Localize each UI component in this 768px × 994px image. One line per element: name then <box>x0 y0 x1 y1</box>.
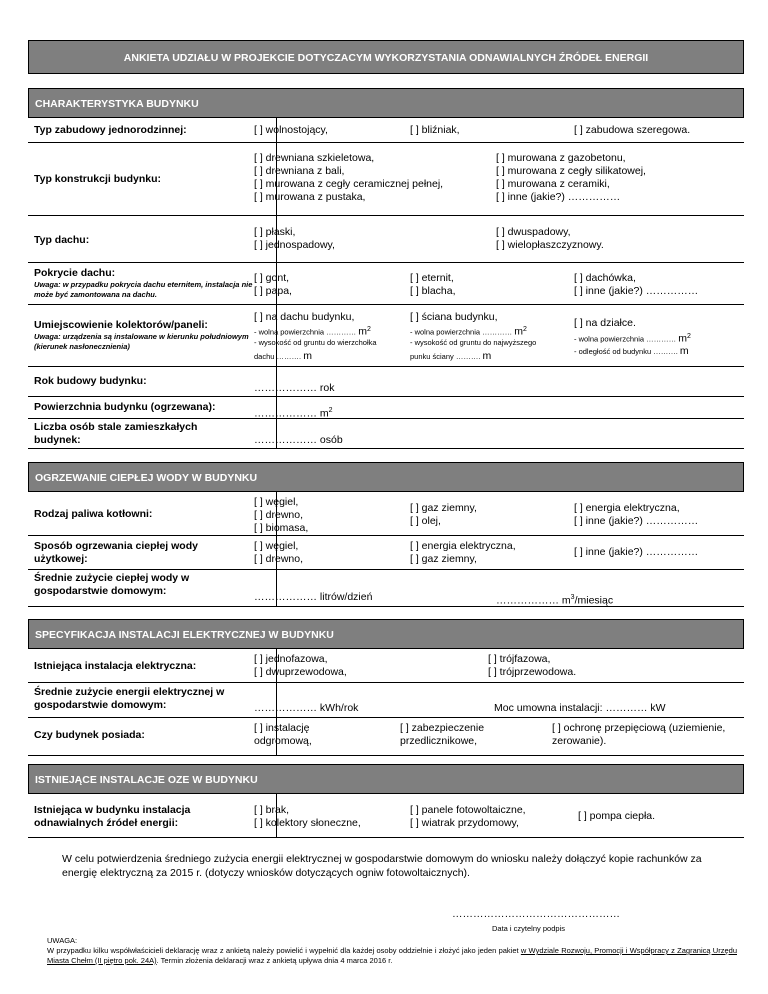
option-none[interactable]: [ ] brak, <box>254 804 290 816</box>
row-residents <box>28 419 744 449</box>
option-ceramics[interactable]: [ ] murowana z ceramiki, <box>496 178 610 190</box>
row-label: Istniejąca w budynku instalacja odnawialnych źródeł energii: <box>34 804 191 829</box>
option-ceramic-brick[interactable]: [ ] murowana z cegły ceramicznej pełnej, <box>254 178 444 190</box>
row-label: Średnie zużycie ciepłej wody w gospodarstwie domowym: <box>34 572 190 597</box>
option-electricity[interactable]: [ ] energia elektryczna, <box>410 540 516 552</box>
row-construction-type <box>28 143 744 216</box>
row-label: Rodzaj paliwa kotłowni: <box>34 508 153 520</box>
option-on-roof[interactable]: [ ] na dachu budynku, <box>254 311 355 323</box>
unit: /miesiąc <box>574 594 614 607</box>
row-building-has <box>28 718 744 756</box>
row-label: Liczba osób stale zamieszkałych budynek: <box>34 421 198 446</box>
residents-field[interactable]: ……………… osób <box>254 434 343 446</box>
option-wind-turbine[interactable]: [ ] wiatrak przydomowy, <box>410 817 519 829</box>
row-label: Istniejąca instalacja elektryczna: <box>34 660 197 672</box>
row-build-year <box>28 367 744 397</box>
text: punku ściany ………. <box>410 352 483 361</box>
row-label: Średnie zużycie energii elektrycznej w gospodarstwie domowym: <box>34 686 225 711</box>
option-pv-panels[interactable]: [ ] panele fotowoltaiczne, <box>410 804 526 816</box>
label-text: Pokrycie dachu: <box>34 267 116 279</box>
row-roof-type <box>28 216 744 263</box>
unit: m <box>514 325 523 338</box>
row-label <box>34 319 270 352</box>
option-metal-sheet[interactable]: [ ] blacha, <box>410 285 456 297</box>
kwh-year-field[interactable]: ……………… kWh/rok <box>254 702 359 714</box>
row-label: Rok budowy budynku: <box>34 375 147 387</box>
row-electricity-usage <box>28 683 744 718</box>
lightning-protection-cont: odgromową, <box>254 735 312 747</box>
superscript: 2 <box>522 326 527 333</box>
meter-protection-cont: przedlicznikowe, <box>400 735 478 747</box>
surge-protection-cont: zerowanie). <box>552 735 607 747</box>
option-meter-protection[interactable]: [ ] zabezpieczenie <box>400 722 485 734</box>
option-surge-protection[interactable]: [ ] ochronę przepięciową (uziemienie, <box>552 722 726 734</box>
note-deadline: . Termin złożenia deklaracji wraz z ankietą upływa dnia 4 marca 2016 r. <box>156 956 393 965</box>
attachment-note: W celu potwierdzenia średniego zużycia energii elektrycznej w gospodarstwie domowym do wniosku należy dołączyć kopie rachunków za energię elektryczną za 2015 r. (dotyczy wniosków dotyczących ogniw fotowoltaicznych). <box>62 853 702 879</box>
option-on-plot[interactable]: [ ] na działce. <box>574 317 636 329</box>
row-label: Typ dachu: <box>34 234 90 246</box>
row-fuel-type <box>28 492 744 536</box>
option-gable[interactable]: [ ] dwuspadowy, <box>496 226 571 238</box>
option-multi-plane[interactable]: [ ] wielopłaszczyznowy. <box>496 239 604 251</box>
text: - wolna powierzchnia ………… <box>410 327 515 337</box>
row-roof-covering <box>28 263 744 305</box>
text: - odległość od budynku ………. <box>574 347 680 356</box>
plot-free-area <box>574 331 691 346</box>
option-silicate-brick[interactable]: [ ] murowana z cegły silikatowej, <box>496 165 646 177</box>
section-header-hot-water: OGRZEWANIE CIEPŁEJ WODY W BUDYNKU <box>28 462 744 492</box>
row-label: Czy budynek posiada: <box>34 729 145 741</box>
option-natural-gas[interactable]: [ ] gaz ziemny, <box>410 553 477 565</box>
option-lightning-protection[interactable]: [ ] instalację <box>254 722 310 734</box>
option-tar-paper[interactable]: [ ] papa, <box>254 285 292 297</box>
option-detached[interactable]: [ ] wolnostojący, <box>254 124 328 136</box>
unit: m <box>358 325 367 338</box>
option-semi-detached[interactable]: [ ] bliźniak, <box>410 124 460 136</box>
unit: m <box>679 345 689 357</box>
water-litres-field[interactable]: ……………… litrów/dzień <box>254 591 373 603</box>
option-coal[interactable]: [ ] węgiel, <box>254 540 299 552</box>
option-aerated-concrete[interactable]: [ ] murowana z gazobetonu, <box>496 152 626 164</box>
wall-height-value <box>410 350 491 363</box>
option-log-wood[interactable]: [ ] drewniana z bali, <box>254 165 345 177</box>
wall-height: - wysokość od gruntu do najwyższego <box>410 338 537 347</box>
option-single-phase[interactable]: [ ] jednofazowa, <box>254 653 328 665</box>
row-water-heating <box>28 536 744 570</box>
row-heated-area <box>28 397 744 419</box>
option-flat[interactable]: [ ] płaski, <box>254 226 296 238</box>
text: - wolna powierzchnia ………… <box>574 334 679 344</box>
option-biomass[interactable]: [ ] biomasa, <box>254 522 309 534</box>
roof-height: - wysokość od gruntu do wierzchołka <box>254 338 377 347</box>
section-header-oze: ISTNIEJĄCE INSTALACJE OZE W BUDYNKU <box>28 764 744 794</box>
office-location: w Wydziale Rozwoju, Promocji i Współpracy z Zagranicą Urzędu Miasta Chełm (II piętro pok. 24A) <box>47 946 737 965</box>
form-title: ANKIETA UDZIAŁU W PROJEKCIE DOTYCZACYM WYKORZYSTANIA ODNAWIALNYCH ŹRÓDEŁ ENERGII <box>28 40 744 74</box>
text: dachu ………. <box>254 352 304 361</box>
option-three-wire[interactable]: [ ] trójprzewodowa. <box>488 666 577 678</box>
text: - wolna powierzchnia ………… <box>254 327 359 337</box>
option-two-wire[interactable]: [ ] dwuprzewodowa, <box>254 666 347 678</box>
plot-distance <box>574 345 689 358</box>
section-header-building: CHARAKTERYSTYKA BUDYNKU <box>28 88 744 118</box>
location-note: Uwaga: urządzenia są instalowane w kierunku południowym (kierunek nasłonecznienia) <box>34 332 249 351</box>
row-label: Typ konstrukcji budynku: <box>34 173 161 185</box>
signature-label: Data i czytelny podpis <box>492 924 565 933</box>
option-eternit[interactable]: [ ] eternit, <box>410 272 454 284</box>
row-label: Powierzchnia budynku (ogrzewana): <box>34 401 216 413</box>
option-wood[interactable]: [ ] drewno, <box>254 509 304 521</box>
water-m3-field[interactable] <box>496 591 613 608</box>
option-shingle[interactable]: [ ] gont, <box>254 272 290 284</box>
note-title: UWAGA: <box>47 936 78 945</box>
superscript: 2 <box>328 407 333 414</box>
option-oil[interactable]: [ ] olej, <box>410 515 441 527</box>
option-heat-pump[interactable]: [ ] pompa ciepła. <box>578 810 656 822</box>
note-part: W przypadku kilku współwłaścicieli deklarację wraz z ankietą należy powielić i wypełnić dla każdej osoby oddzielnie i złożyć jako jeden pakiet <box>47 946 521 955</box>
signature-line[interactable]: ………………………………………… <box>452 908 620 920</box>
row-label <box>34 267 270 300</box>
row-building-type <box>28 118 744 143</box>
option-terraced[interactable]: [ ] zabudowa szeregowa. <box>574 124 691 136</box>
label-text: Umiejscowienie kolektorów/paneli: <box>34 319 208 331</box>
option-other[interactable]: [ ] inne (jakie?) …………… <box>574 515 699 527</box>
row-label: Sposób ogrzewania ciepłej wody użytkowej: <box>34 540 198 565</box>
row-label: Typ zabudowy jednorodzinnej: <box>34 124 187 136</box>
option-electricity[interactable]: [ ] energia elektryczna, <box>574 502 680 514</box>
superscript: 2 <box>366 326 371 333</box>
build-year-field[interactable]: ……………… rok <box>254 382 335 394</box>
row-water-usage <box>28 570 744 607</box>
unit: m <box>303 350 312 362</box>
option-hollow-block[interactable]: [ ] murowana z pustaka, <box>254 191 366 203</box>
roof-height-value <box>254 350 312 363</box>
superscript: 3 <box>570 594 575 601</box>
note-text <box>47 946 737 966</box>
section-header-electrical: SPECYFIKACJA INSTALACJI ELEKTRYCZNEJ W BUDYNKU <box>28 619 744 649</box>
contracted-power-field[interactable]: Moc umowna instalacji: ………… kW <box>494 702 666 714</box>
row-oze-installation <box>28 794 744 838</box>
option-roof-tile[interactable]: [ ] dachówka, <box>574 272 636 284</box>
option-solar-collectors[interactable]: [ ] kolektory słoneczne, <box>254 817 361 829</box>
row-collector-location <box>28 305 744 367</box>
option-other[interactable]: [ ] inne (jakie?) …………… <box>574 546 699 558</box>
option-wood-frame[interactable]: [ ] drewniana szkieletowa, <box>254 152 375 164</box>
roof-note: Uwaga: w przypadku pokrycia dachu eternitem, instalacja nie może być zamontowana na dachu. <box>34 280 253 299</box>
option-three-phase[interactable]: [ ] trójfazowa, <box>488 653 551 665</box>
text: ……………… m <box>254 407 329 420</box>
row-electrical-installation <box>28 649 744 683</box>
option-natural-gas[interactable]: [ ] gaz ziemny, <box>410 502 477 514</box>
option-wood[interactable]: [ ] drewno, <box>254 553 304 565</box>
option-coal[interactable]: [ ] węgiel, <box>254 496 299 508</box>
unit: m <box>482 350 492 362</box>
text: ……………… m <box>496 594 571 607</box>
superscript: 2 <box>686 333 691 340</box>
unit: m <box>678 332 687 345</box>
option-other[interactable]: [ ] inne (jakie?) …………… <box>574 285 699 297</box>
option-mono-pitch[interactable]: [ ] jednospadowy, <box>254 239 335 251</box>
option-wall[interactable]: [ ] ściana budynku, <box>410 311 498 323</box>
option-other[interactable]: [ ] inne (jakie?) …………… <box>496 191 621 203</box>
